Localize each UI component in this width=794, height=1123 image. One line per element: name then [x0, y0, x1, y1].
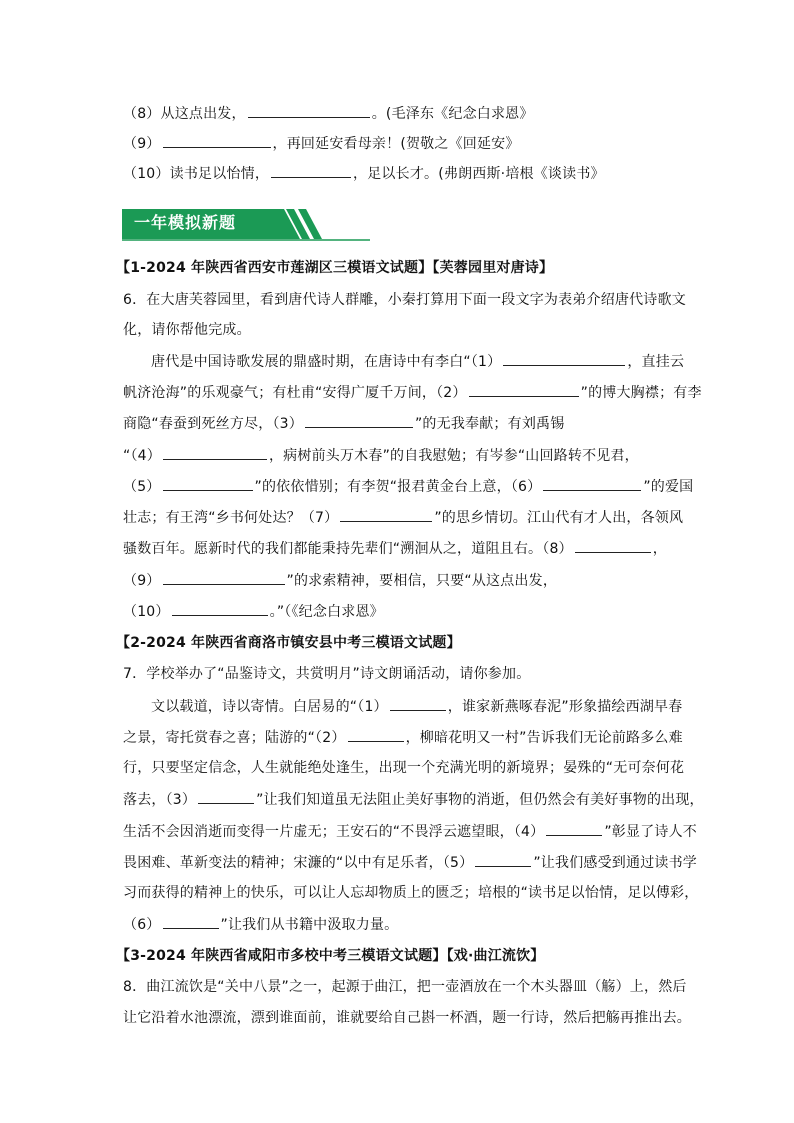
- question-3-header: 【3-2024 年陕西省咸阳市多校中考三模语文试题】【戏·曲江流饮】: [116, 948, 545, 964]
- text: 骚数百年。愿新时代的我们都能秉持先辈们“溯洄从之，道阻且右。（8）: [123, 541, 573, 557]
- item-9-post: ，再回延安看母亲！(贺敬之《回延安》: [272, 136, 520, 152]
- answer-blank[interactable]: [348, 727, 404, 742]
- item-10: [123, 163, 605, 184]
- question-3-intro-line: 8．曲江流饮是“关中八景”之一，起源于曲江，把一壶酒放在一个木头器皿（觞）上，然后: [123, 979, 687, 995]
- text: ，: [652, 541, 667, 557]
- text: （10）: [123, 604, 170, 620]
- answer-blank[interactable]: [198, 789, 254, 804]
- answer-blank[interactable]: [543, 476, 641, 491]
- item-8-post: 。(毛泽东《纪念白求恩》: [371, 106, 534, 122]
- answer-blank[interactable]: [271, 163, 351, 178]
- paragraph-line: [123, 507, 683, 528]
- text: 之景，寄托赏春之喜；陆游的“（2）: [123, 730, 346, 746]
- text: ，谁家新燕啄春泥”形象描绘西湖早春: [447, 699, 683, 715]
- item-8: [123, 103, 534, 124]
- answer-blank[interactable]: [503, 351, 625, 366]
- text: 帆济沧海”的乐观豪气；有杜甫“安得广厦千万间，（2）: [123, 385, 467, 401]
- answer-blank[interactable]: [163, 914, 219, 929]
- text: 文以载道，诗以寄情。白居易的“（1）: [151, 699, 388, 715]
- answer-blank[interactable]: [163, 445, 267, 460]
- section-title: 一年模拟新题: [134, 213, 237, 232]
- paragraph-line: [123, 413, 564, 434]
- answer-blank[interactable]: [546, 821, 602, 836]
- answer-blank[interactable]: [305, 413, 413, 428]
- paragraph-line: [151, 351, 684, 372]
- text: 唐代是中国诗歌发展的鼎盛时期，在唐诗中有李白“（1）: [151, 354, 502, 370]
- paragraph-line: [123, 852, 697, 873]
- question-1-intro-line: 化，请你帮他完成。: [123, 322, 251, 338]
- text: 商隐“春蚕到死丝方尽，（3）: [123, 416, 303, 432]
- paragraph-line: 习而获得的精神上的快乐，可以让人忘却物质上的匮乏；培根的“读书足以怡情，足以傅彩，: [123, 885, 699, 901]
- text: ，直挂云: [627, 354, 685, 370]
- text: ”让我们从书籍中汲取力量。: [220, 917, 399, 933]
- text: ”的依依惜别；有李贺“报君黄金台上意，（6）: [254, 479, 542, 495]
- text: ”的思乡情切。江山代有才人出，各领风: [434, 510, 684, 526]
- text: 壮志；有王湾“乡书何处达？（7）: [123, 510, 339, 526]
- paragraph-line: [151, 696, 682, 717]
- paragraph-line: 行，只要坚定信念，人生就能绝处逢生，出现一个充满光明的新境界；晏殊的“无可奈何花: [123, 760, 685, 776]
- text: 落去，（3）: [123, 792, 197, 808]
- answer-blank[interactable]: [340, 507, 432, 522]
- text: ，柳暗花明又一村”告诉我们无论前路多么难: [405, 730, 683, 746]
- text: ”的博大胸襟；有李: [580, 385, 702, 401]
- answer-blank[interactable]: [469, 382, 579, 397]
- text: ”的无我奉献；有刘禹锡: [414, 416, 565, 432]
- answer-blank[interactable]: [575, 538, 651, 553]
- item-9: [123, 133, 520, 154]
- answer-blank[interactable]: [163, 570, 285, 585]
- answer-blank[interactable]: [248, 103, 370, 118]
- item-9-pre: （9）: [123, 136, 161, 152]
- text: ”的求索精神，要相信，只要“从这点出发，: [286, 573, 558, 589]
- text: ”让我们感受到通过读书学: [533, 855, 698, 871]
- question-2-intro: 7．学校举办了“品鉴诗文，共赏明月”诗文朗诵活动，请你参加。: [123, 666, 531, 682]
- question-2-header: 【2-2024 年陕西省商洛市镇安县中考三模语文试题】: [116, 635, 461, 651]
- paragraph-line: [123, 538, 667, 559]
- question-1-intro-line: 6．在大唐芙蓉园里，看到唐代诗人群雕，小秦打算用下面一段文字为表弟介绍唐代诗歌文: [123, 292, 686, 308]
- paragraph-line: [123, 601, 384, 622]
- text: 生活不会因消逝而变得一片虚无；王安石的“不畏浮云遮望眼，（4）: [123, 824, 545, 840]
- paragraph-line: [123, 570, 557, 591]
- item-8-pre: （8）从这点出发，: [123, 106, 246, 122]
- item-10-post: ，足以长才。(弗朗西斯·培根《谈读书》: [353, 166, 605, 182]
- text: “（4）: [123, 448, 161, 464]
- text: 畏困难、革新变法的精神；宋濂的“以中有足乐者，（5）: [123, 855, 474, 871]
- answer-blank[interactable]: [172, 601, 268, 616]
- text: （5）: [123, 479, 161, 495]
- paragraph-line: [123, 382, 702, 403]
- paragraph-line: [123, 789, 704, 810]
- paragraph-line: [123, 445, 639, 466]
- paragraph-line: [123, 476, 693, 497]
- text: 。”（《纪念白求恩》: [269, 604, 384, 620]
- answer-blank[interactable]: [475, 852, 531, 867]
- text: ，病树前头万木春”的自我慰勉；有岑参“山回路转不见君，: [268, 448, 639, 464]
- text: （9）: [123, 573, 161, 589]
- item-10-pre: （10）读书足以怡情，: [123, 166, 270, 182]
- text: ”让我们知道虽无法阻止美好事物的消逝，但仍然会有美好事物的出现，: [256, 792, 704, 808]
- answer-blank[interactable]: [163, 476, 253, 491]
- text: ”彰显了诗人不: [604, 824, 698, 840]
- paragraph-line: [123, 821, 697, 842]
- question-3-intro-line: 让它沿着水池漂流，漂到谁面前，谁就要给自己斟一杯酒，题一行诗，然后把觞再推出去。: [123, 1010, 691, 1026]
- text: （6）: [123, 917, 161, 933]
- paragraph-line: [123, 727, 683, 748]
- answer-blank[interactable]: [390, 696, 446, 711]
- paragraph-line: [123, 914, 398, 935]
- text: ”的爱国: [643, 479, 694, 495]
- answer-blank[interactable]: [163, 133, 271, 148]
- question-1-header: 【1-2024 年陕西省西安市莲湖区三模语文试题】【芙蓉园里对唐诗】: [116, 260, 554, 276]
